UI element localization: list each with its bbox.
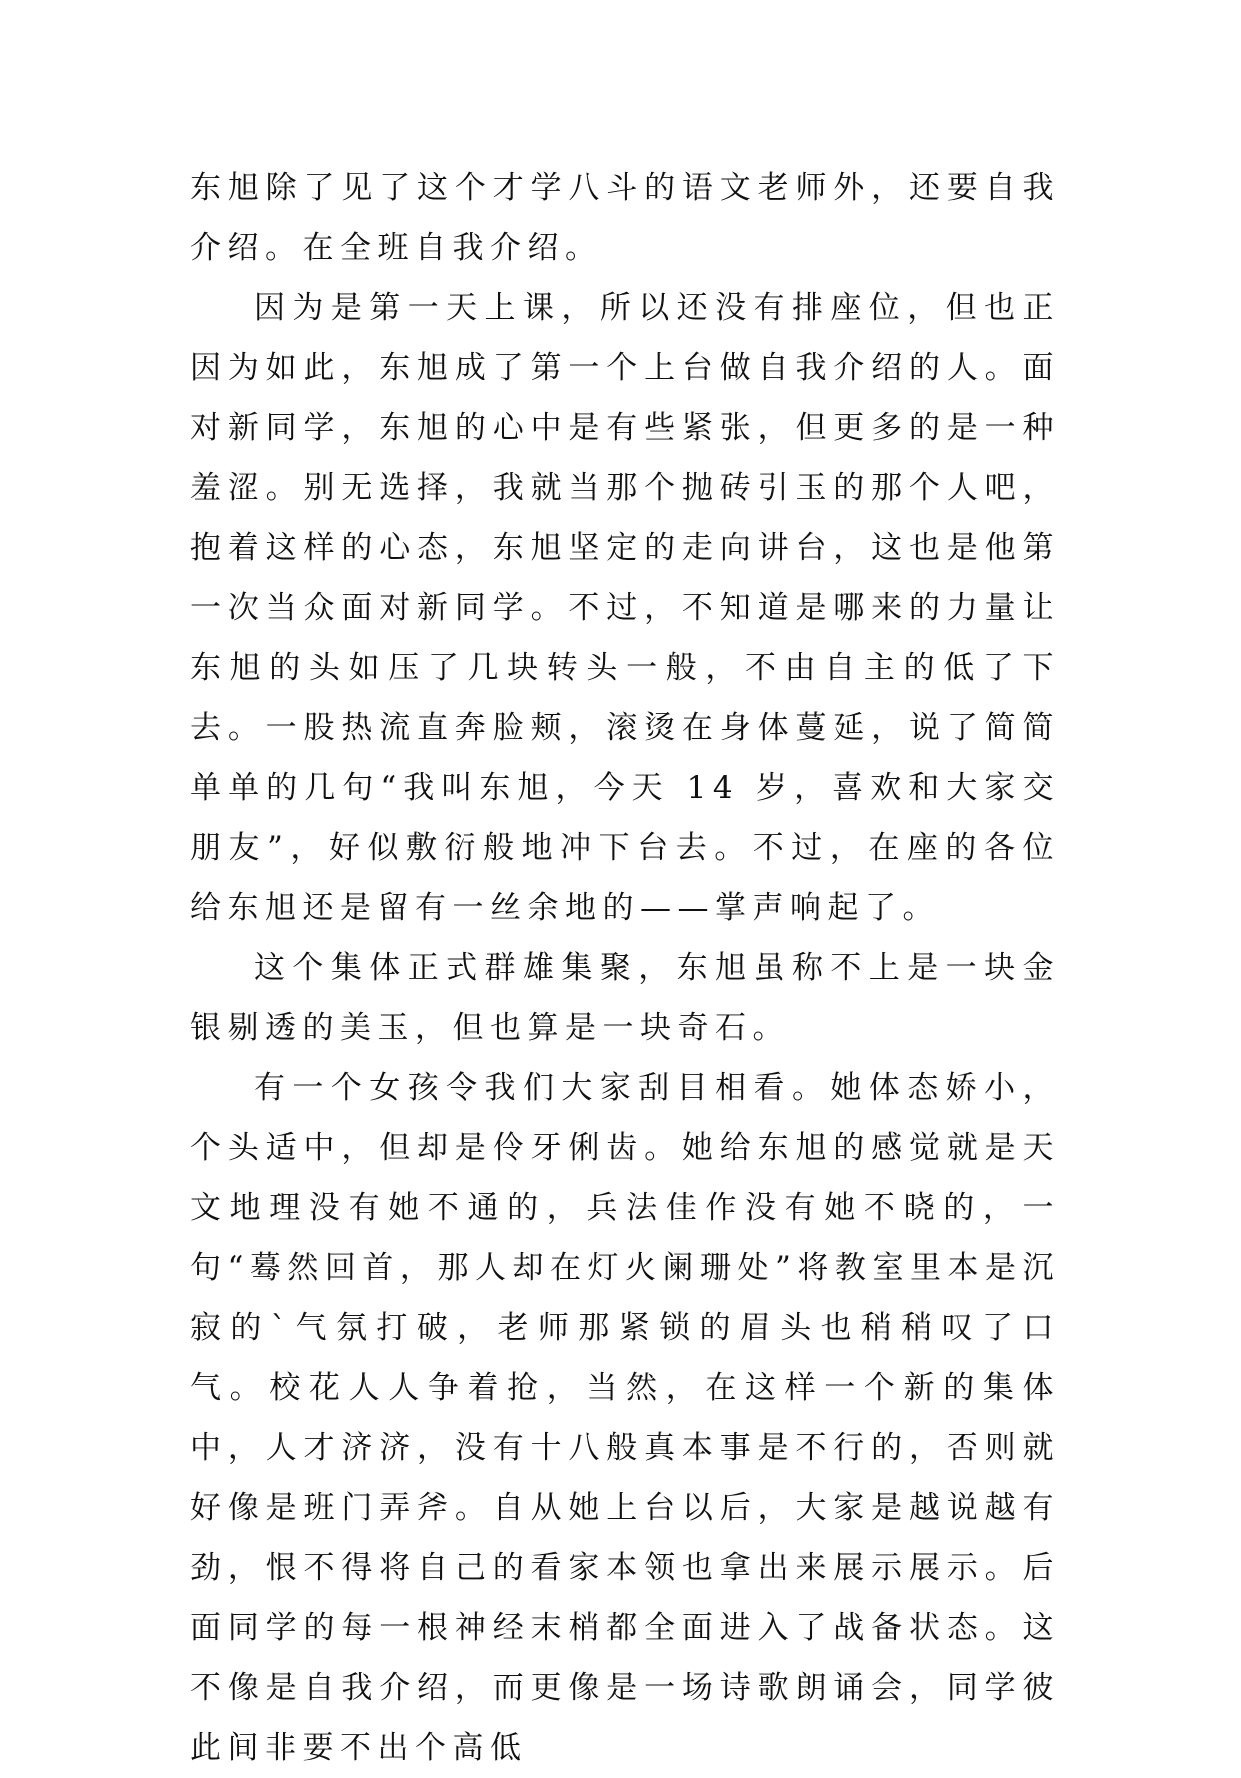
paragraph-1: 东旭除了见了这个才学八斗的语文老师外，还要自我介绍。在全班自我介绍。 xyxy=(190,170,1060,266)
paragraph-2: 因为是第一天上课，所以还没有排座位，但也正因为如此，东旭成了第一个上台做自我介绍的人。面对新同学，东旭的心中是有些紧张，但更多的是一种羞涩。别无选择，我就当那个抛砖引玉的那个人吧，抱着这样的心态，东旭坚定的走向讲台，这也是他第一次当众面对新同学。不过，不知道是哪来的力量让东旭的头如压了几块转头一般，不由自主的低了下去。一股热流直奔脸颊，滚烫在身体蔓延，说了简简单单的几句“我叫东旭，今天 14 岁，喜欢和大家交朋友”，好似敷衍般地冲下台去。不过，在座的各位给东旭还是留有一丝余地的——掌声响起了。 xyxy=(190,290,1060,926)
body-text xyxy=(190,158,1060,1778)
paragraph-4: 有一个女孩令我们大家刮目相看。她体态娇小，个头适中，但却是伶牙俐齿。她给东旭的感觉就是天文地理没有她不通的，兵法佳作没有她不晓的，一句“蓦然回首，那人却在灯火阑珊处”将教室里本是沉寂的`气氛打破，老师那紧锁的眉头也稍稍叹了口气。校花人人争着抢，当然，在这样一个新的集体中，人才济济，没有十八般真本事是不行的，否则就好像是班门弄斧。自从她上台以后，大家是越说越有劲，恨不得将自己的看家本领也拿出来展示展示。后面同学的每一根神经末梢都全面进入了战备状态。这不像是自我介绍，而更像是一场诗歌朗诵会，同学彼此间非要不出个高低 xyxy=(190,1070,1060,1766)
paragraph-3: 这个集体正式群雄集聚，东旭虽称不上是一块金银剔透的美玉，但也算是一块奇石。 xyxy=(190,950,1060,1046)
